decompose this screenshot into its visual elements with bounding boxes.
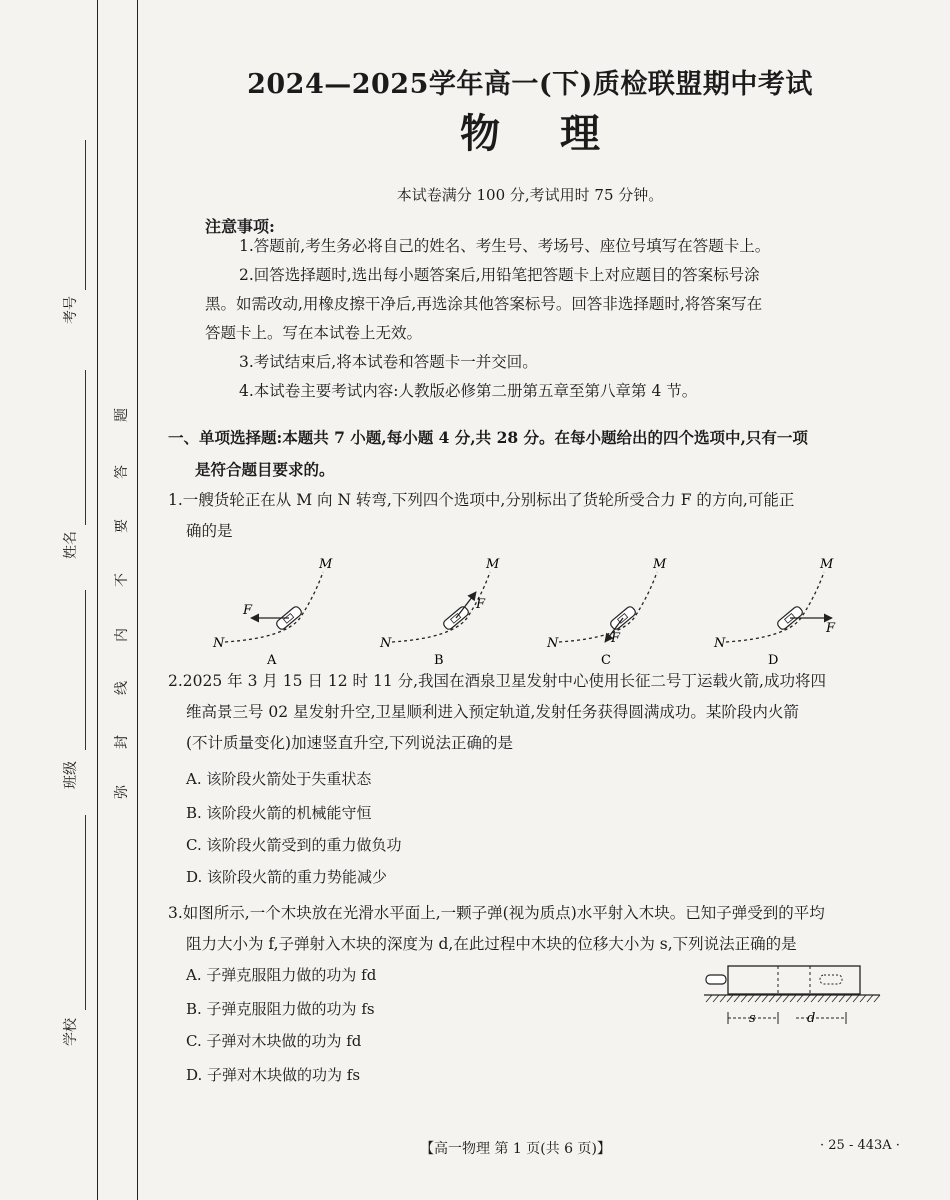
notice-item: 1.答题前,考生务必将自己的姓名、考生号、考场号、座位号填写在答题卡上。 [239, 237, 771, 255]
exam-title: 2024—2025学年高一(下)质检联盟期中考试 [247, 69, 813, 100]
point-n-label: N [547, 636, 559, 651]
school-label: 学校 [63, 1018, 79, 1046]
point-m-label: M [653, 557, 667, 572]
q3-option-a[interactable]: A. 子弹克服阻力做的功为 fd [186, 966, 377, 984]
q2-option-b[interactable]: B. 该阶段火箭的机械能守恒 [186, 804, 372, 822]
school-blank[interactable] [85, 815, 86, 1010]
q3-option-c[interactable]: C. 子弹对木块做的功为 fd [186, 1032, 362, 1050]
figure-c [546, 557, 667, 668]
question-1 [168, 485, 893, 547]
point-m-label: M [820, 557, 834, 572]
q3-option-d[interactable]: D. 子弹对木块做的功为 fs [186, 1066, 361, 1084]
seal-char: 弥 [114, 785, 130, 799]
question-2-stem: 2.2025 年 3 月 15 日 12 时 11 分,我国在酒泉卫星发射中心使用长征二号丁运载火箭,成功将四 [168, 672, 826, 690]
seal-char: 要 [114, 519, 130, 533]
question-3-figure [700, 960, 890, 1030]
q3-option-b[interactable]: B. 子弹克服阻力做的功为 fs [186, 1000, 375, 1018]
name-blank[interactable] [85, 370, 86, 525]
binding-line-right [137, 0, 138, 1200]
option-label: A [267, 653, 277, 668]
q2-option-a[interactable]: A. 该阶段火箭处于失重状态 [186, 770, 372, 788]
seal-char: 不 [114, 573, 130, 587]
figure-a [212, 557, 333, 668]
force-label: F [243, 603, 253, 618]
notice-item: 4.本试卷主要考试内容:人教版必修第二册第五章至第八章第 4 节。 [239, 382, 698, 400]
bullet-block-svg [700, 960, 890, 1030]
subject-title: 物理 [460, 110, 660, 157]
option-label: D [768, 653, 779, 668]
question-3-stem: 阻力大小为 f,子弹射入木块的深度为 d,在此过程中木块的位移大小为 s,下列说法正确的是 [186, 935, 797, 953]
question-2-stem: 维高景三号 02 星发射升空,卫星顺利进入预定轨道,发射任务获得圆满成功。某阶段内火箭 [186, 703, 799, 721]
figure-d [713, 557, 836, 668]
question-1-stem: 确的是 [186, 522, 233, 540]
point-n-label: N [714, 636, 726, 651]
point-m-label: M [486, 557, 500, 572]
section-line: 是符合题目要求的。 [195, 460, 335, 479]
seal-char: 答 [114, 465, 130, 479]
force-label: F [826, 621, 836, 636]
section-line: 一、单项选择题:本题共 7 小题,每小题 4 分,共 28 分。在每小题给出的四个选项中,只有一项 [168, 428, 808, 447]
option-label: C [601, 653, 611, 668]
question-1-stem: 1.一艘货轮正在从 M 向 N 转弯,下列四个选项中,分别标出了货轮所受合力 F 的方向,可能正 [168, 491, 795, 509]
page-footer: 【高一物理 第 1 页(共 6 页)】 [420, 1141, 611, 1157]
question-3 [168, 898, 893, 960]
notice-item: 3.考试结束后,将本试卷和答题卡一并交回。 [239, 353, 538, 371]
paper-code: · 25 - 443A · [820, 1138, 900, 1153]
exam-no-blank[interactable] [85, 140, 86, 290]
notice-item: 2.回答选择题时,选出每小题答案后,用铅笔把答题卡上对应题目的答案标号涂 [239, 266, 760, 284]
seal-char: 题 [114, 408, 130, 422]
class-label: 班级 [63, 761, 79, 789]
question-3-stem: 3.如图所示,一个木块放在光滑水平面上,一颗子弹(视为质点)水平射入木块。已知子弹受到的平均 [168, 904, 825, 922]
notice-item: 答题卡上。写在本试卷上无效。 [205, 324, 423, 342]
section-heading [168, 422, 893, 486]
point-m-label: M [319, 557, 333, 572]
question-2 [168, 666, 893, 759]
seal-char: 内 [114, 628, 130, 642]
d-label: d [807, 1011, 816, 1026]
seal-char: 封 [114, 735, 130, 749]
force-label: F [476, 597, 486, 612]
q2-option-d[interactable]: D. 该阶段火箭的重力势能减少 [186, 868, 388, 886]
exam-no-label: 考号 [63, 296, 79, 324]
class-blank[interactable] [85, 590, 86, 750]
name-label: 姓名 [63, 531, 79, 559]
force-label: F [611, 631, 621, 646]
notice-heading: 注意事项: [205, 217, 275, 236]
binding-line-left [97, 0, 98, 1200]
question-2-stem: (不计质量变化)加速竖直升空,下列说法正确的是 [186, 734, 514, 752]
s-label: s [749, 1011, 756, 1026]
notice-body [205, 232, 885, 406]
point-n-label: N [380, 636, 392, 651]
point-n-label: N [213, 636, 225, 651]
notice-item: 黑。如需改动,用橡皮擦干净后,再选涂其他答案标号。回答非选择题时,将答案写在 [205, 295, 763, 313]
question-1-figures [205, 550, 865, 670]
option-label: B [434, 653, 444, 668]
figure-b [379, 557, 500, 668]
q2-option-c[interactable]: C. 该阶段火箭受到的重力做负功 [186, 836, 402, 854]
seal-char: 线 [114, 681, 130, 695]
ship-figures-svg [205, 550, 865, 670]
exam-info: 本试卷满分 100 分,考试用时 75 分钟。 [396, 186, 664, 204]
